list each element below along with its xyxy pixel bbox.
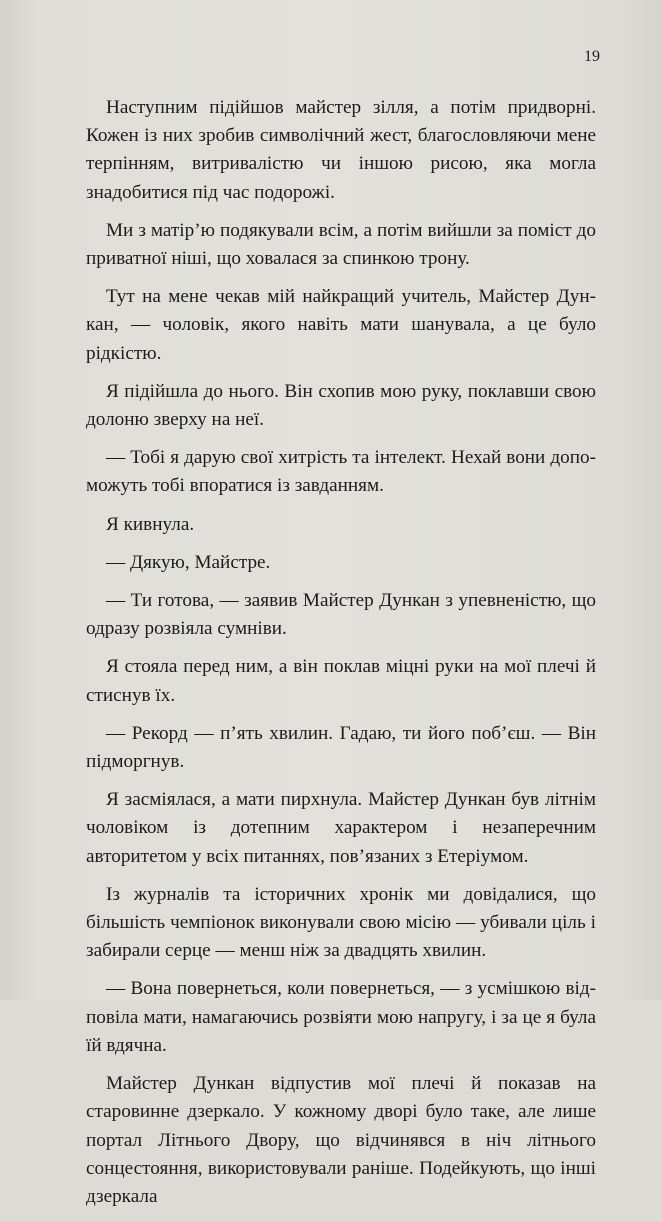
paragraph: Я підійшла до нього. Він схопив мою руку, поклавши свою долоню зверху на неї.: [86, 380, 596, 431]
paragraph: Тут на мене чекав мій найкращий учитель, Майстер Дункан, — чоловік, якого навіть мати шанувала, а це було рідкістю.: [86, 286, 596, 364]
dialogue-paragraph: — Рекорд — п’ять хвилин. Гадаю, ти його поб’єш. — Він підморгнув.: [86, 722, 596, 773]
body-text: [86, 94, 596, 1221]
paragraph: Я стояла перед ним, а він поклав міцні руки на мої плечі й стиснув їх.: [86, 656, 596, 706]
page-number: 19: [584, 48, 600, 65]
paragraph: Я кивнула.: [106, 513, 195, 535]
dialogue-paragraph: — Тобі я дарую свої хитрість та інтелект. Нехай вони допоможуть тобі впоратися із завданням.: [86, 447, 596, 497]
paragraph: Із журналів та історичних хронік ми довідалися, що більшість чемпіонок виконували свою місію — убивали ціль і забирали серце — менш ніж за двадцять хвилин.: [86, 883, 596, 962]
paragraph: Ми з матір’ю подякували всім, а потім вийшли за поміст до приватної ніші, що ховалася за спинкою трону.: [86, 219, 596, 270]
dialogue-paragraph: — Вона повернеться, коли повернеться, — з усмішкою відповіла мати, намагаючись розвіяти мою напругу, і за це я була їй вдячна.: [86, 978, 596, 1056]
paragraph: Я засміялася, а мати пирхнула. Майстер Дункан був літнім чоловіком із дотепним характером і незаперечним авторитетом у всіх питаннях, пов’язаних з Етеріумом.: [86, 789, 596, 867]
dialogue-paragraph: — Дякую, Майстре.: [106, 551, 271, 573]
paragraph: Майстер Дункан відпустив мої плечі й показав на старовинне дзеркало. У кожному дворі було таке, але лише портал Літнього Двору, що відчинявся в ніч літнього сонцестояння, використовували раніше. Подейкують, що інші дзеркала: [86, 1073, 596, 1207]
paragraph: Наступним підійшов майстер зілля, а потім придворні. Кожен із них зробив символічний жест, благословляючи мене терпінням, витривалістю чи іншою рисою, яка могла знадобитися під час подорожі.: [86, 97, 596, 203]
dialogue-paragraph: — Ти готова, — заявив Майстер Дункан з упевненістю, що одразу розвіяла сумніви.: [86, 590, 596, 640]
